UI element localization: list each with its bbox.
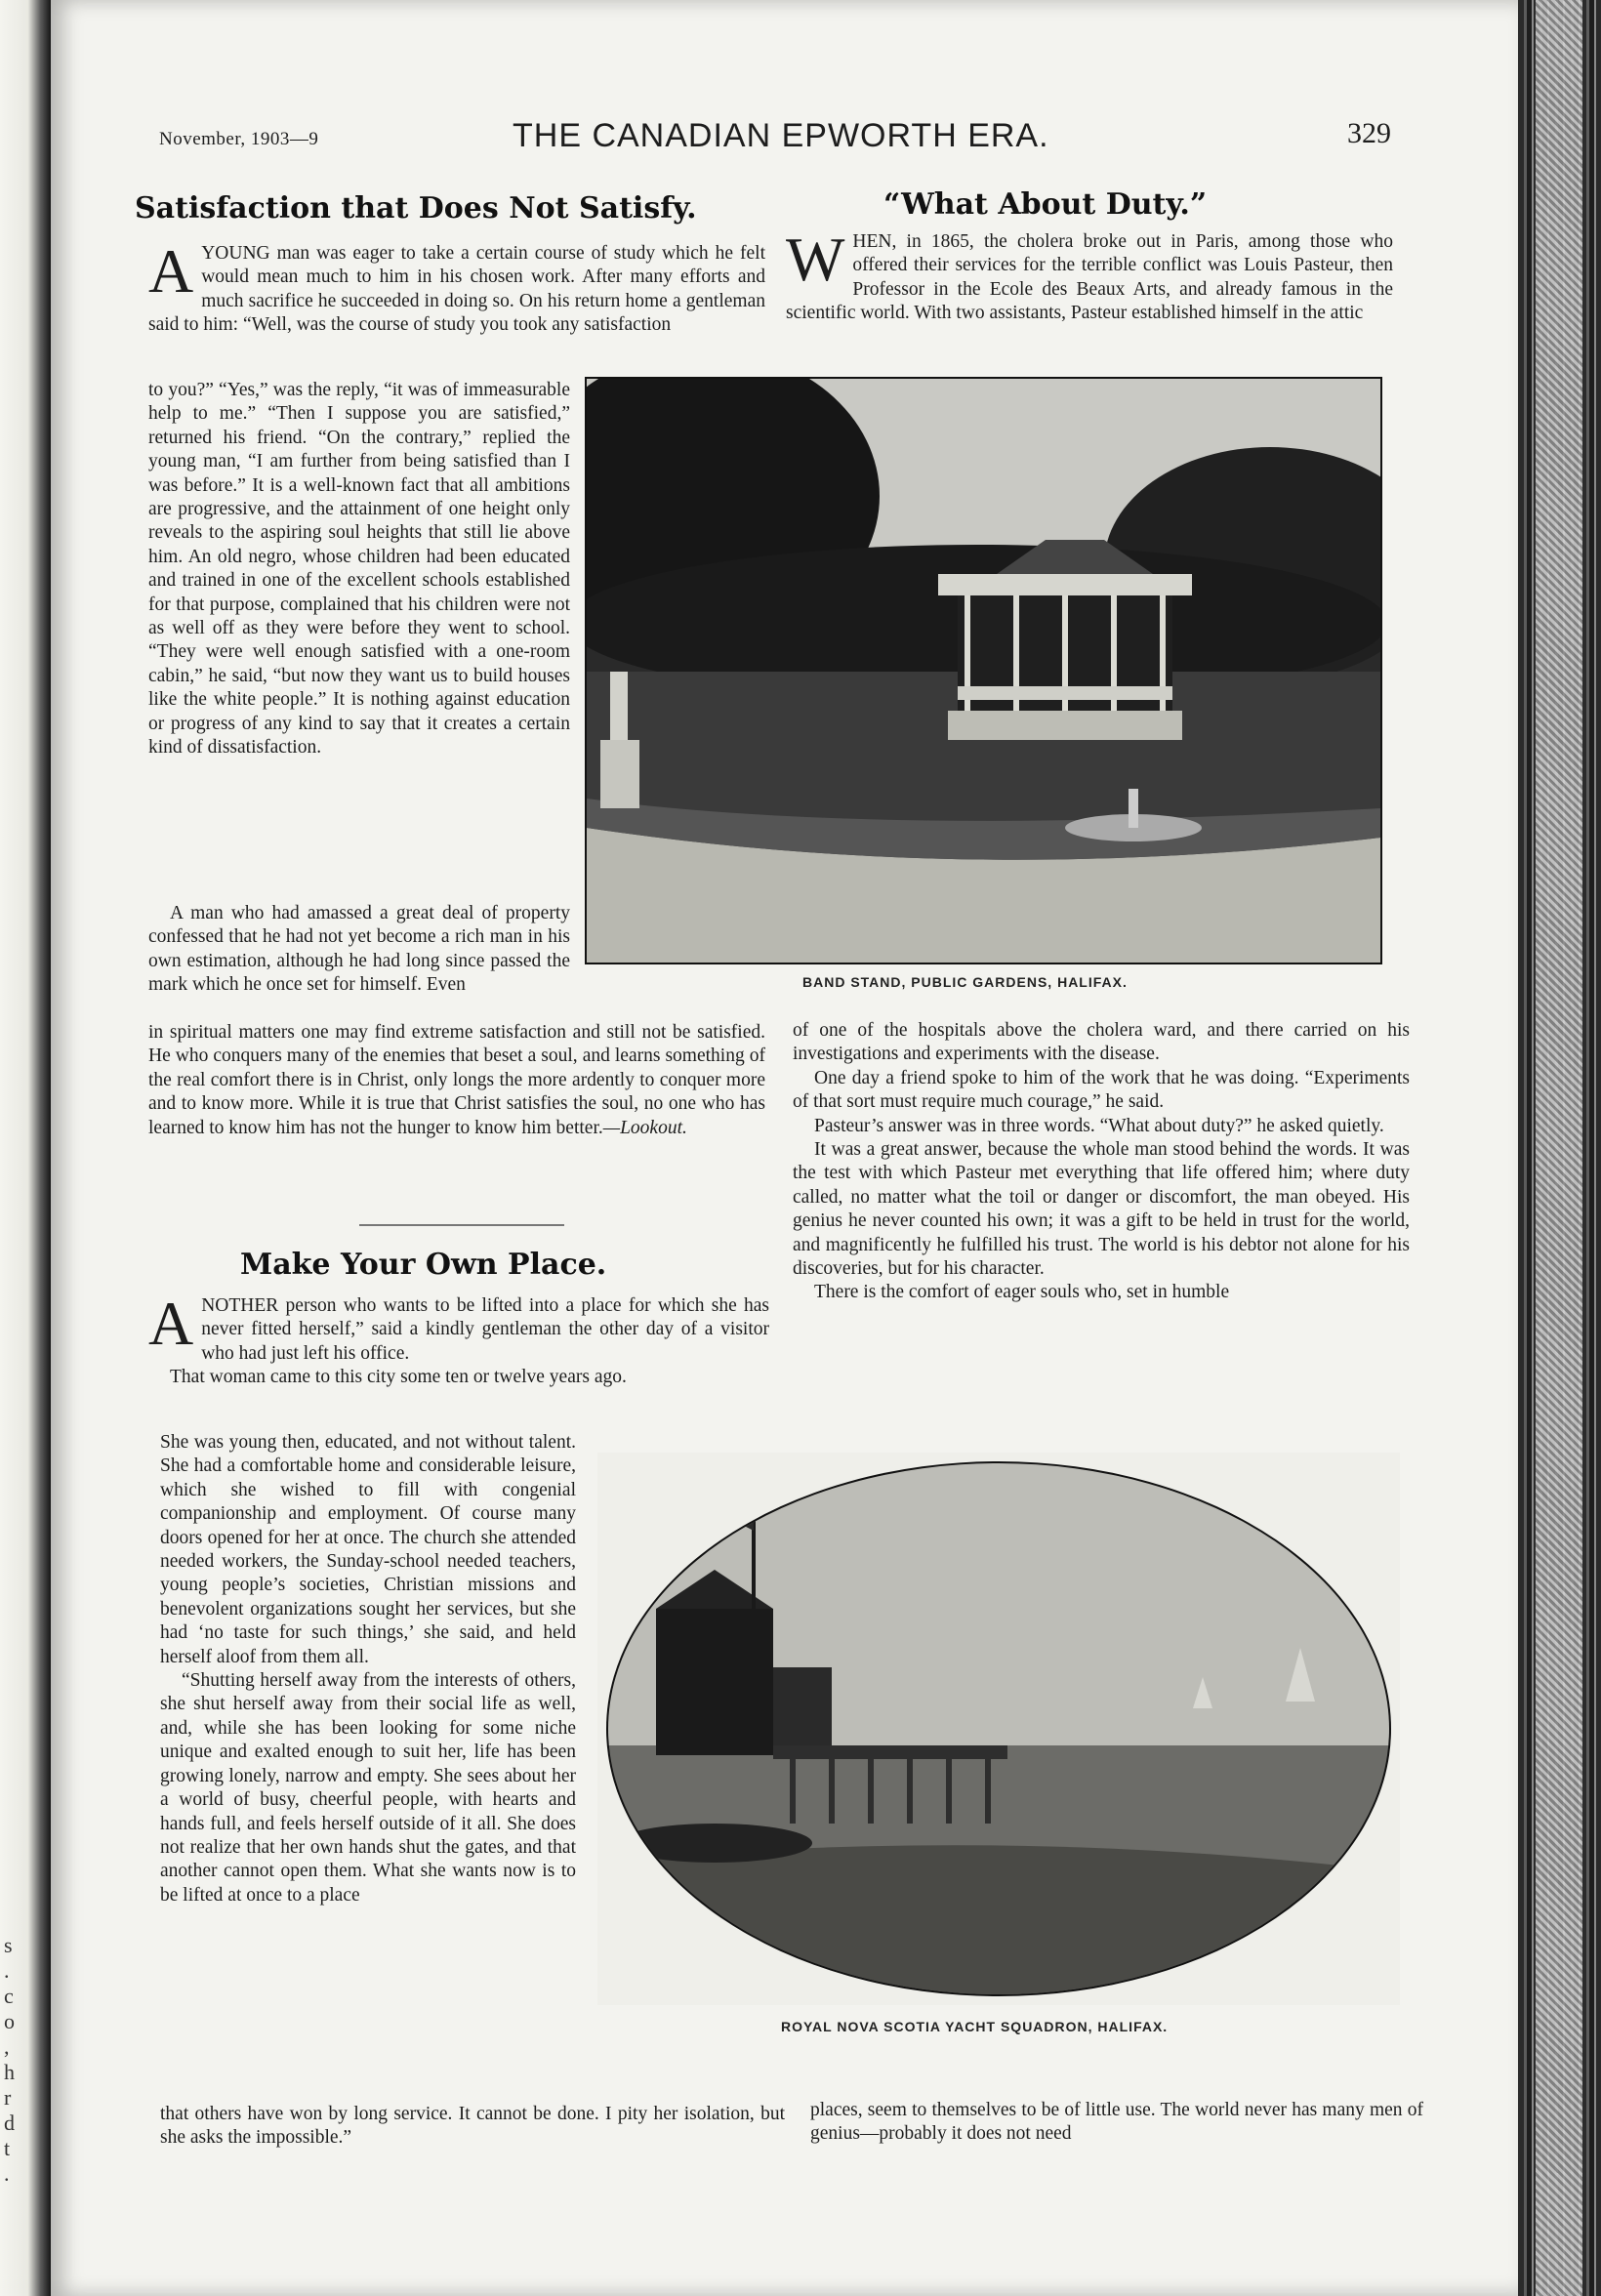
article-body-satisfaction-p2 (148, 902, 570, 998)
issue-date: November, 1903—9 (159, 129, 319, 149)
dropcap-w: W (786, 225, 845, 294)
yacht-caption: ROYAL NOVA SCOTIA YACHT SQUADRON, HALIFAX. (781, 2019, 1169, 2034)
article-paragraph: that others have won by long service. It cannot be done. I pity her isolation, but she asks the impossible.” (160, 2104, 785, 2149)
right-page-edge (1518, 0, 1601, 2296)
yacht-squadron-photo (597, 1453, 1400, 2005)
bandstand-illustration (587, 379, 1380, 963)
article-body-duty-intro (786, 225, 1393, 326)
article-paragraph: One day a friend spoke to him of the work that he was doing. “Experiments of that sort must require much courage,” he said. (793, 1067, 1410, 1113)
facing-page-fragments: s . c o , h r d t . (4, 1933, 15, 2186)
article-body-own-place (160, 1431, 576, 1907)
yacht-squadron-illustration (597, 1453, 1400, 2005)
article-paragraph: in spiritual matters one may find extreme satisfaction and still not be satisfied. He who conquers many of the enemies that beset a soul, and learns something of the real comfort there is in Christ, only longs the more ardently to conquer more and to know more. While it is true that Christ satisfies the soul, no one who has learned to know him has not the hunger to know him better. (148, 1022, 765, 1138)
page-number: 329 (1347, 117, 1391, 149)
dropcap-a: A (148, 1289, 194, 1358)
section-divider (359, 1224, 564, 1226)
article-paragraph: She was young then, educated, and not without talent. She had a comfortable home and considerable leisure, which she wished to fill with congenial companionship and employment. Of course many doors opened for her at once. The church she attended needed workers, the Sunday-school needed teachers, young people’s societies, Christian missions and benevolent organizations sought her services, but she had ‘no taste for such things,’ she said, and held herself aloof from them all. (160, 1432, 576, 1667)
article-paragraph: There is the comfort of eager souls who, set in humble (814, 1282, 1230, 1303)
article-body-duty-end (810, 2099, 1423, 2147)
article-paragraph: That woman came to this city some ten or twelve years ago. (170, 1367, 627, 1388)
article-paragraph: places, seem to themselves to be of little use. The world never has many men of genius—probably it does not need (810, 2100, 1423, 2145)
article-paragraph: NOTHER person who wants to be lifted into a place for which she has never fitted herself,” said a kindly gentleman the other day of a visitor who had just left his office. (201, 1295, 769, 1364)
article-body-satisfaction-narrow: to you?” “Yes,” was the reply, “it was of immeasurable help to me.” “Then I suppose you are satisfied,” returned his friend. “On the contrary,” replied the young man, “I am further from being satisfied than I was before.” It is a well-known fact that all ambitions are progressive, and the attainment of one height only reveals to the aspiring soul heights that still lie above him. An old negro, whose children had been educated and trained in one of the excellent schools established for that purpose, complained that his children were not as well off as they were before they went to school. “They were well enough satisfied with a one-room cabin,” he said, “but now they want us to build houses like the white people.” It is nothing against education or progress of any kind to say that it creates a certain kind of dissatisfaction. (148, 380, 570, 758)
article-body-own-place-end (160, 2103, 785, 2151)
bandstand-photo (585, 377, 1382, 964)
article-paragraph: It was a great answer, because the whole man stood behind the words. It was the test with which Pasteur met everything that life offered him; where duty called, no matter what the toil or danger or discomfort, the man obeyed. His genius he never counted his own; it was a gift to be held in trust for the world, and magnificently he fulfilled his trust. The world is his debtor not alone for his discoveries, but for his character. (793, 1139, 1410, 1280)
article-paragraph: YOUNG man was eager to take a certain course of study which he felt would mean much to him in his chosen work. After many efforts and much sacrifice he succeeded in doing so. On his return home a gentleman said to him: “Well, was the course of study you took any satisfaction (148, 243, 765, 336)
article-source: —Lookout. (602, 1117, 687, 1138)
article-paragraph: “Shutting herself away from the interests of others, she shut herself away from their social life as well, and, while she has been looking for some niche unique and exalted enough to suit her, life has been growing lonely, narrow and empty. She sees about her a world of busy, cheerful people, with hearts and hands full, and feels herself outside of it all. She does not realize that her own hands shut the gates, and that another cannot open them. What she wants now is to be lifted at once to a place (160, 1670, 576, 1906)
article-title-satisfaction: Satisfaction that Does Not Satisfy. (135, 191, 697, 226)
article-paragraph: HEN, in 1865, the cholera broke out in Paris, among those who offered their services for the terrible conflict was Louis Pasteur, then Professor in the Ecole des Beaux Arts, and already famous in the scientific world. With two assistants, Pasteur established himself in the attic (786, 231, 1393, 324)
article-paragraph: A man who had amassed a great deal of property confessed that he had not yet become a rich man in his own estimation, although he had long since passed the mark which he once set for himself. Even (148, 903, 570, 996)
publication-title: THE CANADIAN EPWORTH ERA. (513, 117, 1049, 154)
article-title-duty: “What About Duty.” (883, 187, 1208, 222)
article-body-satisfaction-intro (148, 236, 765, 338)
article-title-own-place: Make Your Own Place. (240, 1248, 607, 1282)
article-body-satisfaction-p3 (148, 1021, 765, 1140)
article-body-own-place-intro (148, 1289, 769, 1390)
dropcap-a: A (148, 236, 194, 306)
left-binding-shadow (0, 0, 51, 2296)
article-paragraph: of one of the hospitals above the cholera ward, and there carried on his investigations and experiments with the disease. (793, 1020, 1410, 1065)
article-paragraph: Pasteur’s answer was in three words. “What about duty?” he asked quietly. (814, 1115, 1384, 1136)
article-body-duty (793, 1019, 1410, 1305)
bandstand-caption: BAND STAND, PUBLIC GARDENS, HALIFAX. (802, 974, 1128, 990)
